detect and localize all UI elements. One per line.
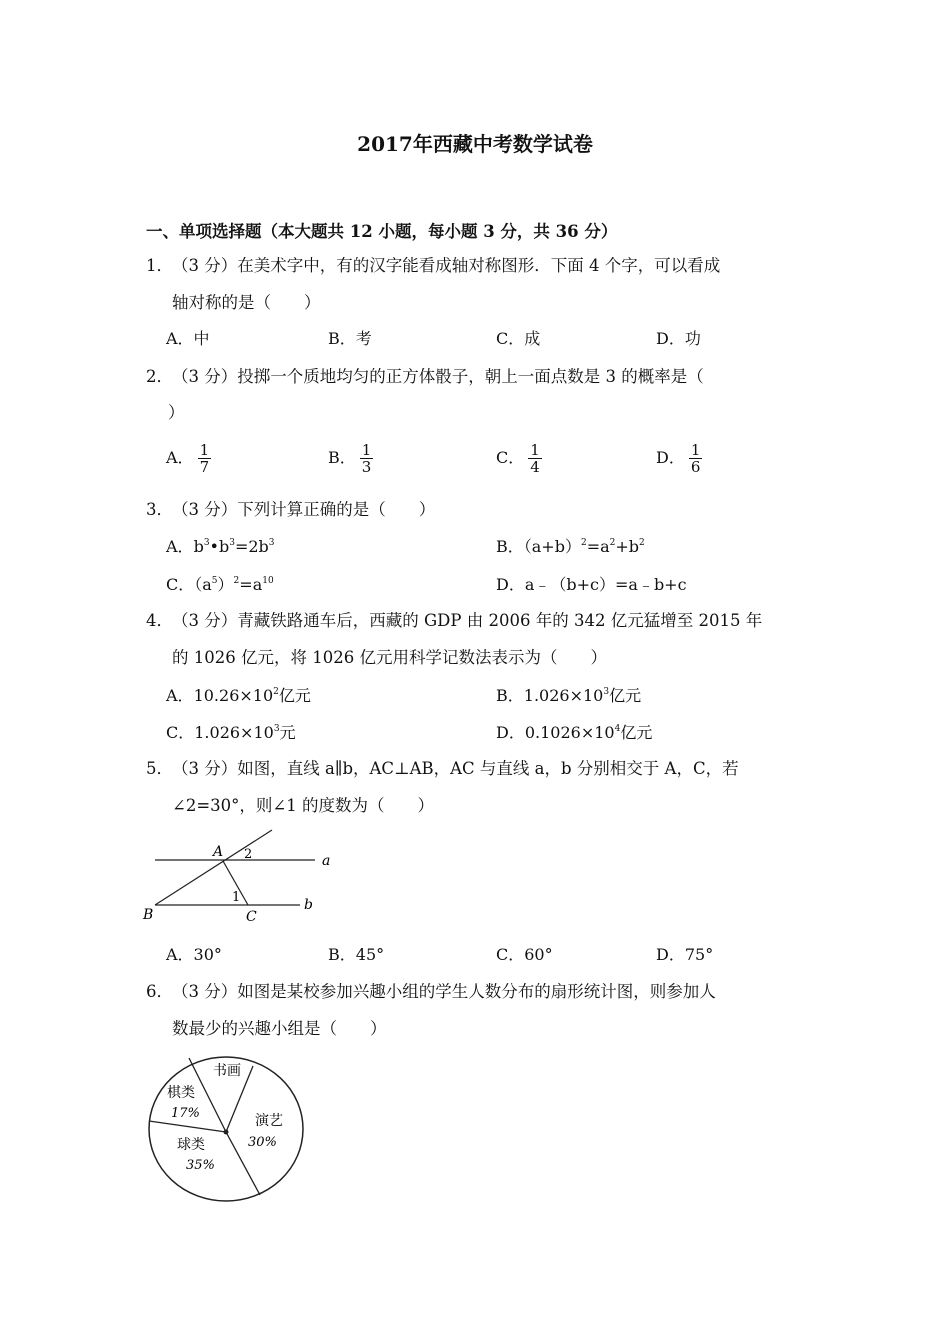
question-text: （3 分）在美术字中，有的汉字能看成轴对称图形．下面 4 个字，可以看成 [172,256,721,275]
expr-part: 元 [279,723,296,742]
option-d: D．75° [656,945,714,964]
exponent: 4 [614,724,621,734]
pie-chart-figure [140,1050,310,1205]
question-text: 的 1026 亿元，将 1026 亿元用科学记数法表示为（ ） [172,648,607,667]
exponent: 2 [233,576,240,586]
question-text: 数最少的兴趣小组是（ ） [172,1019,387,1038]
exponent: 3 [273,724,280,734]
denominator: 6 [690,458,701,476]
option-label: C． [166,723,195,742]
exponent: 2 [273,687,279,697]
question-text: 轴对称的是（ ） [172,293,321,312]
expr-part: 10.26×10 [193,686,274,705]
expr-part: a﹣（b+c）=a﹣b+c [524,575,687,594]
pie-divider [149,1121,226,1132]
expr-part: =a [239,575,263,594]
option-label: C． [496,448,525,467]
exponent: 2 [580,538,587,548]
label-line-b: b [304,897,313,913]
option-c [496,442,542,475]
option-d: D．功 [656,329,701,348]
section-heading: 一、单项选择题（本大题共 12 小题，每小题 3 分，共 36 分） [146,222,618,241]
expr-part: =2b [234,537,269,556]
exponent: 2 [639,538,645,548]
denominator: 3 [361,458,372,476]
option-label: C． [166,575,195,594]
line-ab [155,830,272,905]
option-label: B． [496,686,524,705]
question-number: 6． [146,982,173,1001]
option-label: A． [166,448,194,467]
numerator: 1 [361,441,372,459]
exponent: 2 [609,538,616,548]
option-c [166,722,296,744]
option-c: C．60° [496,945,553,964]
question-number: 1． [146,256,173,275]
question-text: ） [168,403,185,422]
exponent: 10 [262,576,274,586]
fraction [198,442,212,475]
slice-label-qilei: 棋类 [167,1085,195,1101]
question-text: （3 分）投掷一个质地均匀的正方体骰子，朝上一面点数是 3 的概率是（ [172,367,704,386]
question-text: （3 分）如图，直线 a∥b，AC⊥AB，AC 与直线 a，b 分别相交于 A，C，若 [172,759,739,778]
expr-part: 1.026×10 [194,723,274,742]
option-b [496,685,641,707]
denominator: 4 [530,458,540,476]
label-point-c: C [246,909,257,925]
expr-part: 亿元 [278,686,311,705]
option-a: A．30° [166,945,222,964]
slice-label-shuhua: 书画 [213,1063,241,1079]
numerator: 1 [690,441,701,459]
fraction [528,442,542,475]
slice-value-qiulei: 35% [186,1158,215,1173]
option-a: A．中 [166,329,210,348]
expr-part: •b [209,537,230,556]
option-a [166,442,211,475]
denominator: 7 [199,458,210,476]
option-c [166,574,274,596]
exponent: 3 [268,538,275,548]
question-number: 5． [146,759,173,778]
option-label: B． [496,537,524,556]
question-text: （3 分）青藏铁路通车后，西藏的 GDP 由 2006 年的 342 亿元猛增至 2015 年 [172,611,763,630]
label-line-a: a [322,853,331,869]
option-label: D． [496,575,525,594]
label-point-b: B [143,907,154,923]
exponent: 5 [211,576,218,586]
option-a [166,536,275,558]
option-b: B．45° [328,945,385,964]
expr-part: b [193,537,204,556]
pie-center [224,1130,229,1135]
expr-part: 1.026×10 [523,686,604,705]
expr-part: （a+b） [523,537,581,556]
expr-part: 亿元 [620,723,653,742]
label-angle-2: 2 [244,847,253,862]
question-number: 3． [146,500,173,519]
question-text: ∠2=30°，则∠1 的度数为（ ） [172,796,434,815]
expr-part: 0.1026×10 [524,723,615,742]
question-text: （3 分）下列计算正确的是（ ） [172,500,436,519]
option-label: A． [166,686,194,705]
numerator: 1 [530,441,540,459]
option-c: C．成 [496,329,541,348]
page-title: 2017年西藏中考数学试卷 [357,132,593,156]
option-d [496,574,687,596]
option-label: D． [496,723,525,742]
option-label: A． [166,537,194,556]
numerator: 1 [199,441,210,459]
question-number: 2． [146,367,173,386]
slice-value-qilei: 17% [171,1106,200,1121]
expr-part: +b [615,537,640,556]
option-d [656,442,702,475]
option-b: B．考 [328,329,372,348]
expr-part: （a [194,575,212,594]
slice-label-qiulei: 球类 [177,1137,205,1153]
option-label: B． [328,448,356,467]
question-number: 4． [146,611,173,630]
expr-part: 亿元 [609,686,642,705]
exponent: 3 [229,538,235,548]
expr-part: ） [217,575,234,594]
option-b [496,536,645,558]
option-label: D． [656,448,685,467]
label-point-a: A [213,844,224,860]
exponent: 3 [603,687,610,697]
slice-value-yanyi: 30% [248,1135,277,1150]
fraction [360,442,374,475]
option-a [166,685,311,707]
expr-part: =a [586,537,610,556]
question-text: （3 分）如图是某校参加兴趣小组的学生人数分布的扇形统计图，则参加人 [172,982,716,1001]
option-b [328,442,373,475]
label-angle-1: 1 [232,890,241,905]
parallel-lines-figure [140,825,340,930]
fraction [689,442,703,475]
exponent: 3 [203,538,210,548]
slice-label-yanyi: 演艺 [255,1113,283,1129]
option-d [496,722,652,744]
